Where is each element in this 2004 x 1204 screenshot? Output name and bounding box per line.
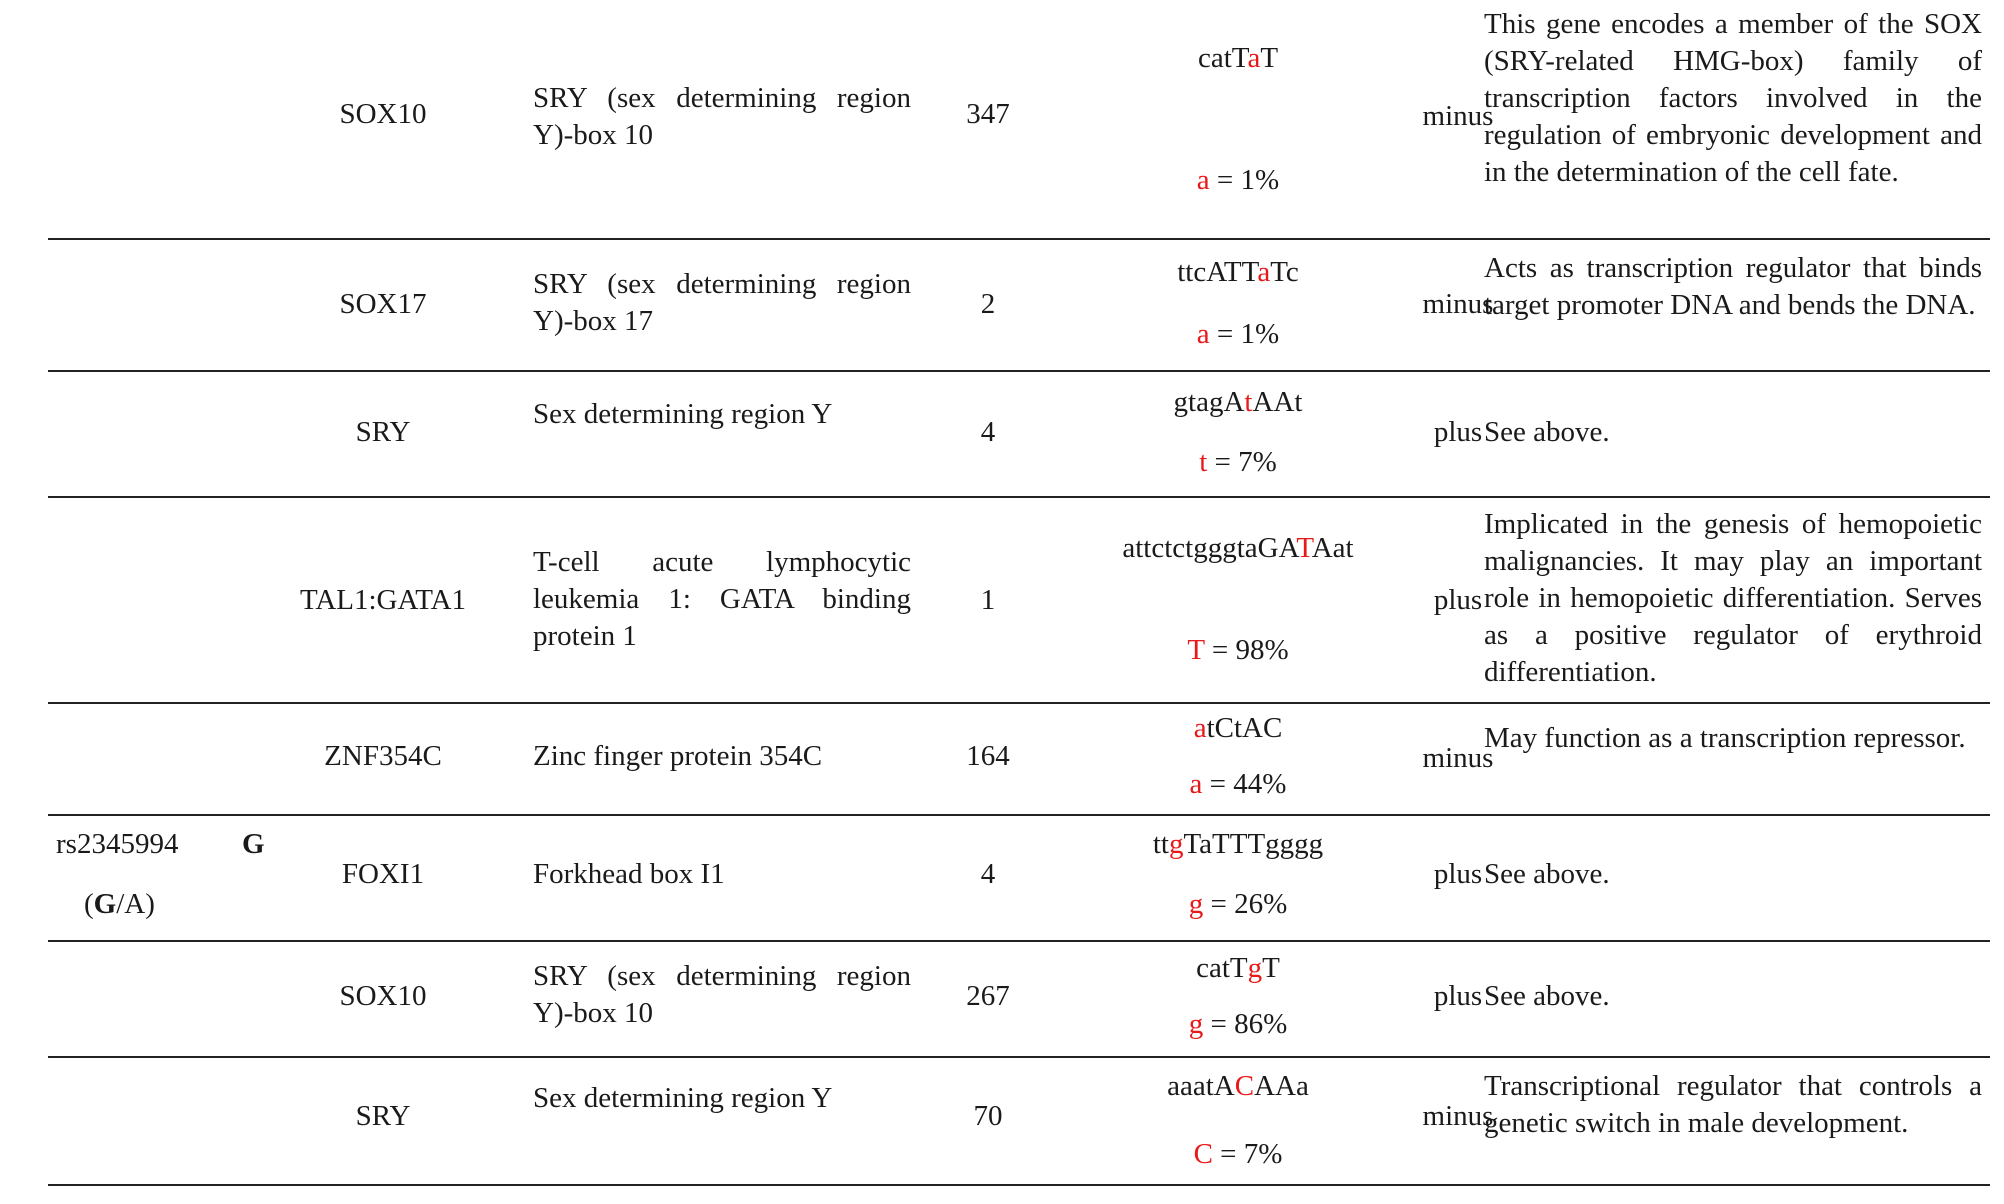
freq-letter: a <box>1196 318 1210 350</box>
allele-frequency <box>1088 316 1388 353</box>
tf-symbol: FOXI1 <box>341 858 425 890</box>
motif-fragment: gtagA <box>1173 386 1245 418</box>
binding-position: 1 <box>980 584 996 616</box>
tf-name: Zinc finger protein 354C <box>533 740 823 772</box>
strand: minus <box>1422 742 1494 774</box>
allele-frequency <box>1088 1006 1388 1043</box>
table-row <box>48 372 1990 496</box>
motif-fragment: aaatA <box>1167 1070 1235 1102</box>
tf-symbol: SRY <box>355 416 411 448</box>
variant-base: a <box>1247 42 1261 74</box>
motif-fragment: attctctgggtaGA <box>1122 532 1297 564</box>
freq-letter: C <box>1193 1138 1213 1170</box>
data-table <box>48 0 1990 1204</box>
tf-name: SRY (sex determining region Y)-box 10 <box>533 82 911 151</box>
row-divider <box>48 1184 1990 1186</box>
motif-sequence <box>1088 384 1388 421</box>
binding-position: 70 <box>973 1100 1003 1132</box>
strand: plus <box>1433 584 1483 616</box>
freq-value: = 1% <box>1216 318 1280 350</box>
motif-sequence <box>1088 950 1388 987</box>
function-description: Acts as transcription regulator that binds target promoter DNA and bends the DNA. <box>1484 252 1982 321</box>
variant-base: a <box>1193 712 1207 744</box>
freq-value: = 98% <box>1211 634 1289 666</box>
freq-value: = 44% <box>1209 768 1287 800</box>
function-description: See above. <box>1484 416 1610 448</box>
tf-name: T-cell acute lymphocytic leukemia 1: GATA binding protein 1 <box>533 546 911 652</box>
motif-sequence <box>1088 710 1388 747</box>
table-row <box>48 0 1990 238</box>
motif-sequence <box>1088 1068 1388 1105</box>
tf-symbol: TAL1:GATA1 <box>299 584 467 616</box>
freq-letter: g <box>1188 888 1204 920</box>
motif-fragment: Aat <box>1311 532 1354 564</box>
allele-frequency <box>1088 632 1388 669</box>
function-description: This gene encodes a member of the SOX (SRY-related HMG-box) family of transcription factors involved in the regulation of embryonic development and in the determination of the cell fate. <box>1484 8 1982 188</box>
strand: plus <box>1433 858 1483 890</box>
allele-frequency <box>1088 1136 1388 1173</box>
function-description: Implicated in the genesis of hemopoietic malignancies. It may play an important role in hemopoietic differentiation. Serves as a positive regulator of erythroid differentiation. <box>1484 508 1982 688</box>
variant-base: C <box>1234 1070 1255 1102</box>
function-description: See above. <box>1484 858 1610 890</box>
freq-letter: a <box>1196 164 1210 196</box>
variant-base: t <box>1244 386 1253 418</box>
freq-value: = 86% <box>1210 1008 1288 1040</box>
variant-base: g <box>1247 952 1263 984</box>
tf-name: Sex determining region Y <box>533 1082 833 1114</box>
motif-fragment: AAa <box>1254 1070 1309 1102</box>
strand: minus <box>1422 100 1494 132</box>
motif-fragment: T <box>1260 42 1279 74</box>
snp-allele-ref: G <box>93 888 117 920</box>
variant-base: a <box>1257 256 1271 288</box>
tf-symbol: SOX10 <box>339 98 427 130</box>
allele-frequency <box>1088 444 1388 481</box>
motif-fragment: TaTTTgggg <box>1183 828 1324 860</box>
freq-value: = 26% <box>1210 888 1288 920</box>
allele-frequency <box>1088 886 1388 923</box>
motif-sequence <box>1088 826 1388 863</box>
table-row <box>48 816 1990 940</box>
freq-letter: t <box>1199 446 1208 478</box>
tested-allele: G <box>242 828 265 860</box>
freq-value: = 7% <box>1214 446 1277 478</box>
table-row <box>48 942 1990 1056</box>
binding-position: 164 <box>966 740 1010 772</box>
strand: plus <box>1433 980 1483 1012</box>
binding-position: 267 <box>966 980 1010 1012</box>
table-row <box>48 704 1990 814</box>
motif-sequence <box>1088 254 1388 291</box>
motif-sequence <box>1088 40 1388 77</box>
tf-symbol: SOX17 <box>339 288 427 320</box>
allele-frequency <box>1088 162 1388 199</box>
freq-letter: T <box>1187 634 1205 666</box>
freq-value: = 1% <box>1216 164 1280 196</box>
motif-fragment: catT <box>1197 42 1248 74</box>
binding-position: 4 <box>980 858 996 890</box>
table-row <box>48 498 1990 702</box>
tf-symbol: ZNF354C <box>324 740 442 772</box>
function-description: Transcriptional regulator that controls a genetic switch in male development. <box>1484 1070 1982 1139</box>
motif-fragment: ttcATT <box>1177 256 1258 288</box>
binding-position: 4 <box>980 416 996 448</box>
table-row <box>48 240 1990 370</box>
tf-name: Forkhead box I1 <box>533 858 725 890</box>
tf-symbol: SRY <box>355 1100 411 1132</box>
motif-fragment: catT <box>1196 952 1248 984</box>
strand: minus <box>1422 288 1494 320</box>
motif-fragment: tt <box>1152 828 1169 860</box>
strand: plus <box>1433 416 1483 448</box>
motif-fragment: tCtAC <box>1206 712 1283 744</box>
motif-fragment: AAt <box>1252 386 1303 418</box>
tf-symbol: SOX10 <box>339 980 427 1012</box>
motif-fragment: T <box>1262 952 1280 984</box>
motif-sequence <box>1088 530 1388 567</box>
tf-name: SRY (sex determining region Y)-box 17 <box>533 268 911 337</box>
strand: minus <box>1422 1100 1494 1132</box>
freq-letter: a <box>1189 768 1203 800</box>
variant-base: g <box>1168 828 1184 860</box>
allele-frequency <box>1088 766 1388 803</box>
function-description: See above. <box>1484 980 1610 1012</box>
freq-letter: g <box>1188 1008 1204 1040</box>
snp-alleles <box>84 886 234 923</box>
table-row <box>48 1058 1990 1184</box>
binding-position: 2 <box>980 288 996 320</box>
snp-id: rs2345994 <box>56 828 179 860</box>
tf-name: Sex determining region Y <box>533 398 833 430</box>
binding-position: 347 <box>966 98 1010 130</box>
variant-base: T <box>1296 532 1312 564</box>
tf-name: SRY (sex determining region Y)-box 10 <box>533 960 911 1029</box>
motif-fragment: Tc <box>1270 256 1299 288</box>
freq-value: = 7% <box>1220 1138 1283 1170</box>
snp-alleles-rest: /A) <box>116 888 155 920</box>
function-description: May function as a transcription repressor. <box>1484 722 1966 754</box>
snp-alleles-open: ( <box>84 888 94 920</box>
